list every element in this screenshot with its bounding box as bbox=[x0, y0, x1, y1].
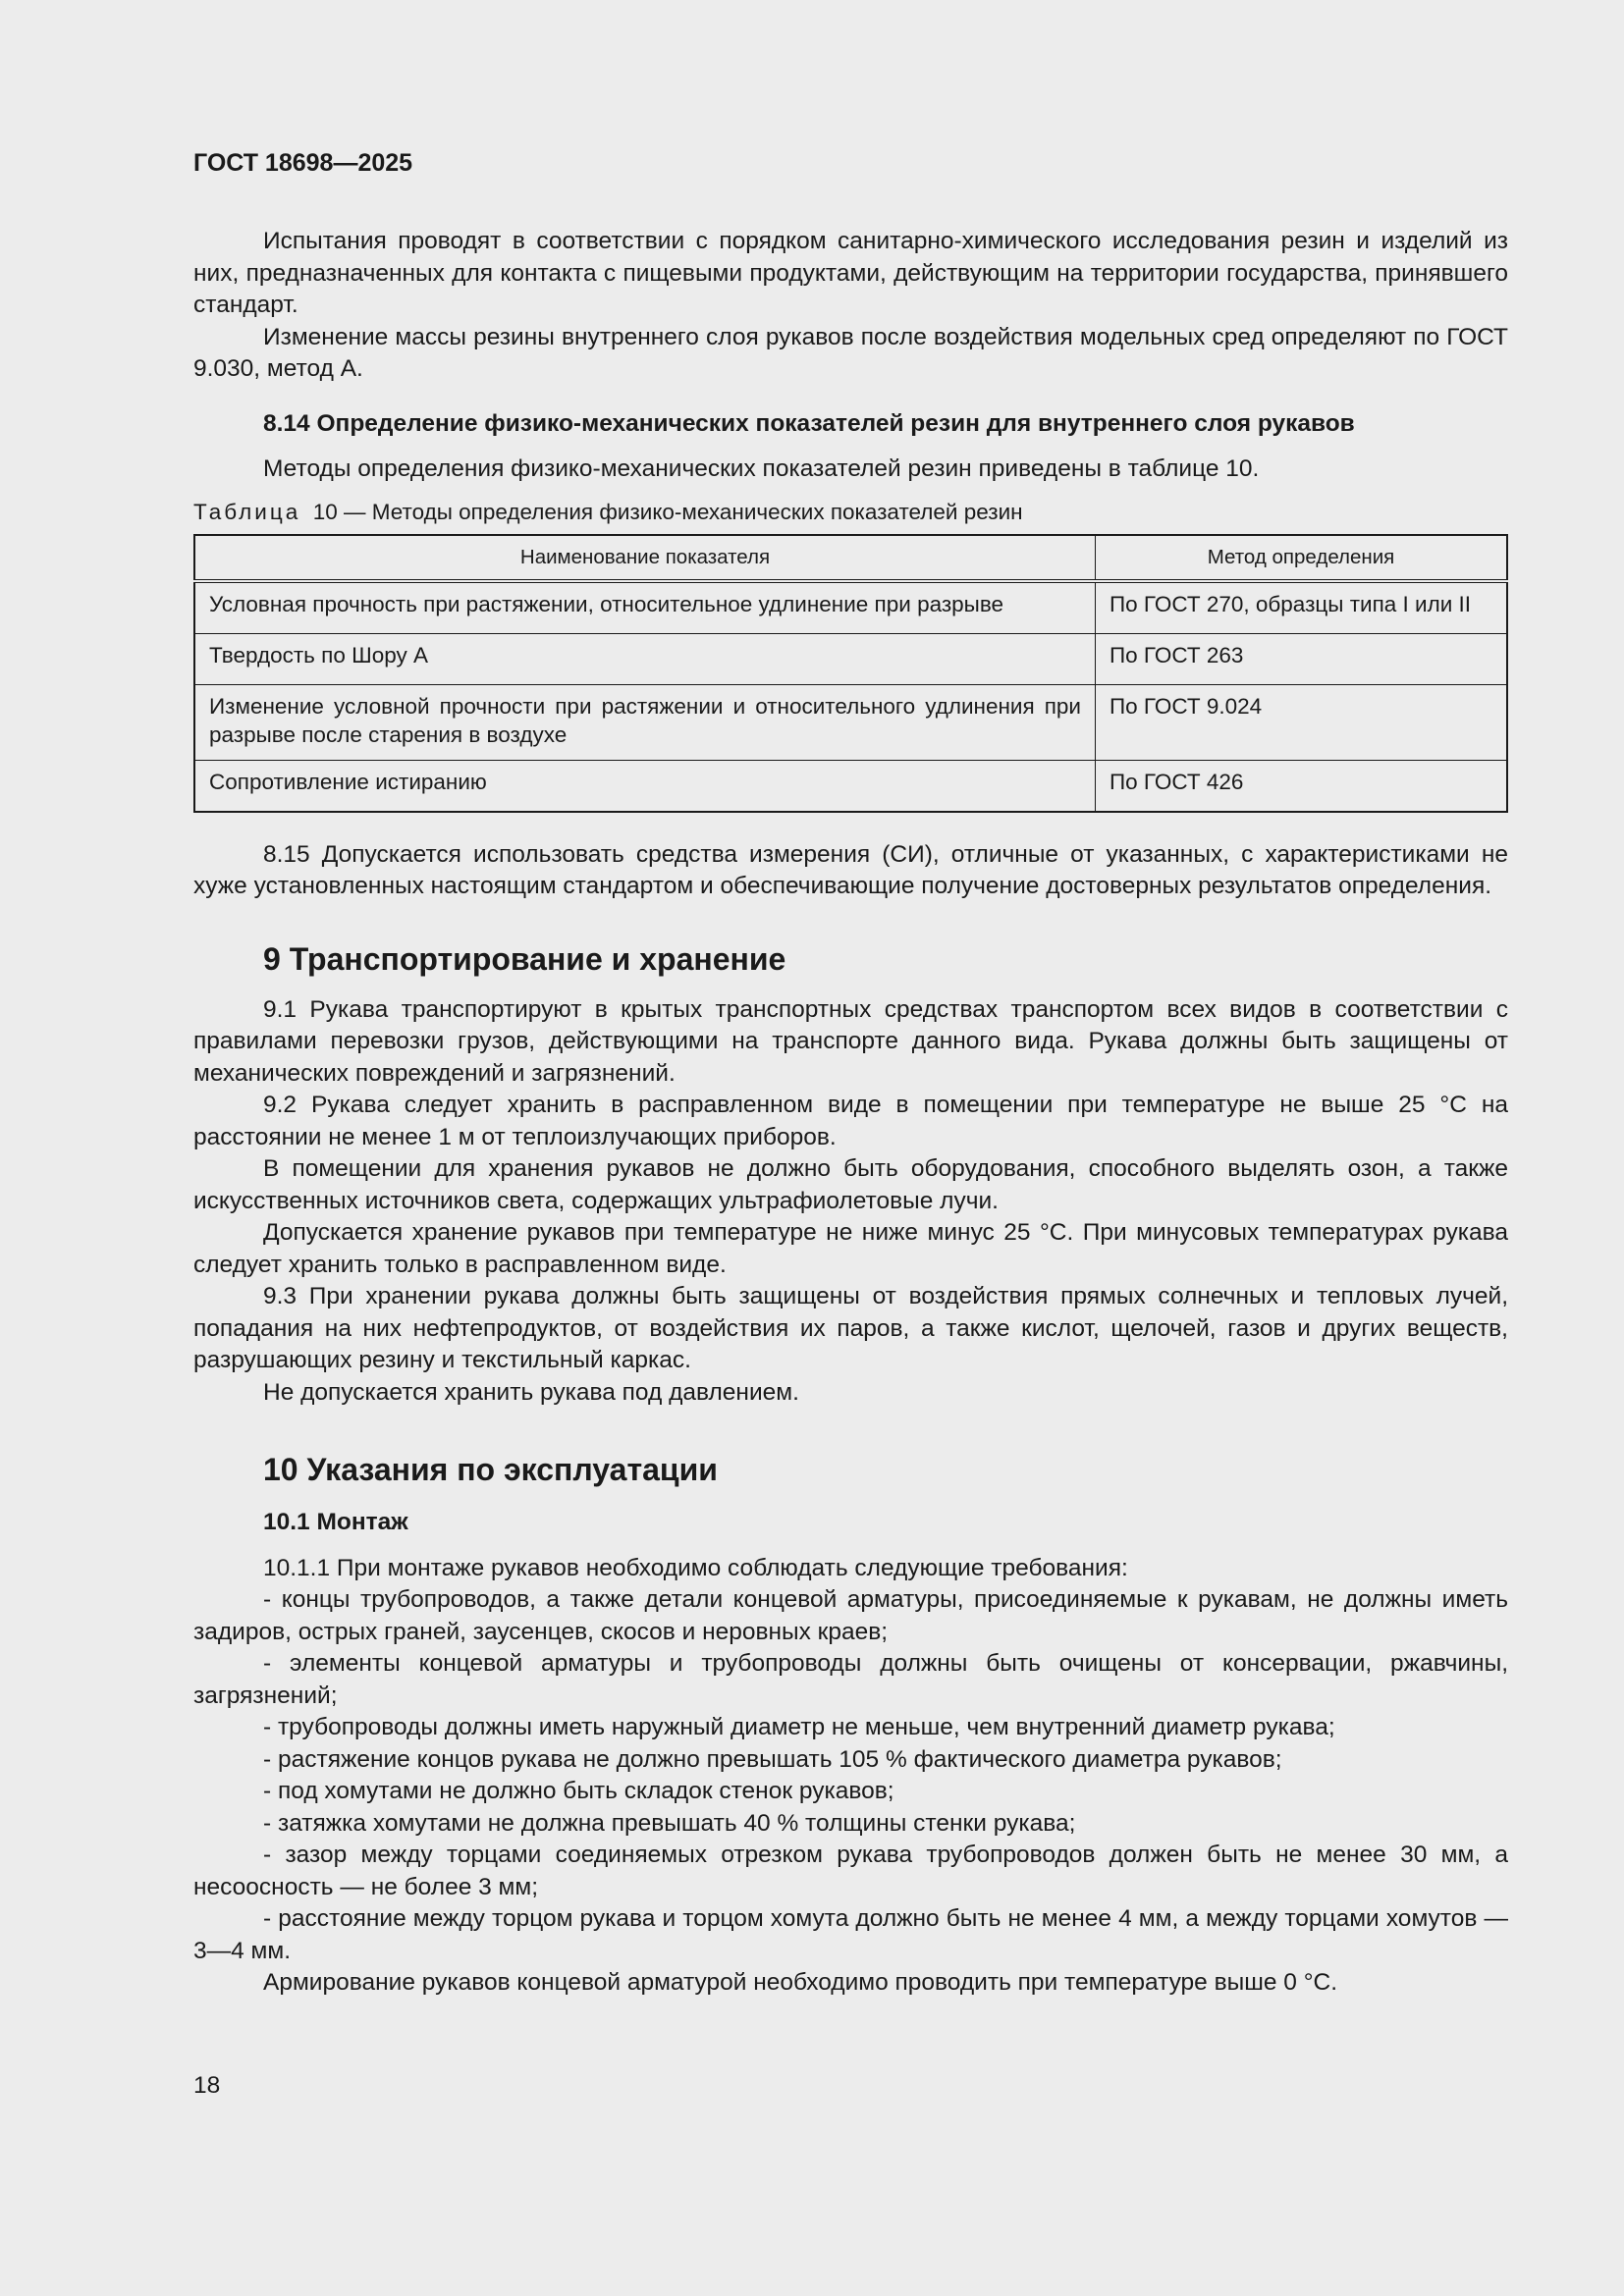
table-header-indicator: Наименование показателя bbox=[194, 535, 1096, 581]
table-caption-word: Таблица bbox=[193, 499, 301, 524]
table-cell: По ГОСТ 9.024 bbox=[1096, 684, 1508, 760]
section-9-2-text-b: В помещении для хранения рукавов не должно быть оборудования, способного выделять озон, а также искусственных источников света, содержащих ультрафиолетовые лучи. bbox=[193, 1155, 1508, 1214]
section-8-14-text: Методы определения физико-механических показателей резин приведены в таблице 10. bbox=[263, 455, 1260, 482]
section-10-heading: 10 Указания по эксплуатации bbox=[263, 1452, 718, 1487]
section-9-heading: 9 Транспортирование и хранение bbox=[263, 940, 786, 977]
table-cell: Условная прочность при растяжении, относительное удлинение при разрыве bbox=[194, 581, 1096, 634]
table-cell: Твердость по Шору А bbox=[194, 633, 1096, 684]
table-cell: По ГОСТ 263 bbox=[1096, 633, 1508, 684]
list-item: - трубопроводы должны иметь наружный диаметр не меньше, чем внутренний диаметр рукава; bbox=[263, 1714, 1335, 1740]
table-row bbox=[194, 684, 1507, 760]
section-9-3-text-b: Не допускается хранить рукава под давлением. bbox=[263, 1378, 799, 1406]
page-content bbox=[193, 0, 1508, 2000]
table-cell: Сопротивление истиранию bbox=[194, 760, 1096, 812]
table-row bbox=[194, 633, 1507, 684]
section-8-14-heading: 8.14 Определение физико-механических показателей резин для внутреннего слоя рукавов bbox=[263, 409, 1355, 437]
table-cell: По ГОСТ 270, образцы типа I или II bbox=[1096, 581, 1508, 634]
table-row bbox=[194, 581, 1507, 634]
list-item: - под хомутами не должно быть складок стенок рукавов; bbox=[263, 1778, 894, 1804]
requirements-list bbox=[193, 1584, 1508, 1967]
section-9-2-text: 9.2 Рукава следует хранить в расправленном виде в помещении при температуре не выше 25 °С на расстоянии не менее 1 м от теплоизлучающих приборов. bbox=[193, 1092, 1508, 1150]
table-cell: Изменение условной прочности при растяжении и относительного удлинения при разрыве после старения в воздухе bbox=[194, 684, 1096, 760]
intro-paragraph-1: Испытания проводят в соответствии с порядком санитарно-химического исследования резин и изделий из них, предназначенных для контакта с пищевыми продуктами, действующим на территории государства, принявшего стандарт. bbox=[193, 228, 1508, 318]
list-item: - растяжение концов рукава не должно превышать 105 % фактического диаметра рукавов; bbox=[263, 1745, 1282, 1773]
table-row bbox=[194, 760, 1507, 812]
section-9-3-text: 9.3 При хранении рукава должны быть защищены от воздействия прямых солнечных и тепловых лучей, попадания на них нефтепродуктов, от воздействия их паров, а также кислот, щелочей, газов и других веществ, разрушающих резину и текстильный каркас. bbox=[193, 1283, 1508, 1373]
table-10-caption bbox=[193, 498, 1508, 527]
table-10 bbox=[193, 534, 1508, 813]
section-8-15-text: 8.15 Допускается использовать средства измерения (СИ), отличные от указанных, с характеристиками не хуже установленных настоящим стандартом и обеспечивающие получение достоверных результатов определения. bbox=[193, 840, 1508, 899]
intro-paragraph-2: Изменение массы резины внутреннего слоя рукавов после воздействия модельных сред определяют по ГОСТ 9.030, метод А. bbox=[193, 323, 1508, 382]
table-cell: По ГОСТ 426 bbox=[1096, 760, 1508, 812]
section-9-1-text: 9.1 Рукава транспортируют в крытых транспортных средствах транспортом всех видов в соответствии с правилами перевозки грузов, действующими на транспорте данного вида. Рукава должны быть защищены от механических повреждений и загрязнений. bbox=[193, 995, 1508, 1087]
section-10-1-1-text: 10.1.1 При монтаже рукавов необходимо соблюдать следующие требования: bbox=[263, 1554, 1128, 1581]
table-caption-text: 10 — Методы определения физико-механических показателей резин bbox=[312, 499, 1023, 524]
list-item: - затяжка хомутами не должна превышать 40 % толщины стенки рукава; bbox=[263, 1809, 1076, 1837]
document-header: ГОСТ 18698—2025 bbox=[193, 149, 413, 177]
list-item: - концы трубопроводов, а также детали концевой арматуры, присоединяемые к рукавам, не должны иметь задиров, острых граней, заусенцев, скосов и неровных краев; bbox=[193, 1586, 1508, 1645]
table-header-row bbox=[194, 535, 1507, 581]
section-10-1-heading: 10.1 Монтаж bbox=[263, 1509, 408, 1535]
section-10-final-text: Армирование рукавов концевой арматурой необходимо проводить при температуре выше 0 °С. bbox=[263, 1969, 1338, 1996]
list-item: - зазор между торцами соединяемых отрезком рукава трубопроводов должен быть не менее 30 мм, а несоосность — не более 3 мм; bbox=[193, 1842, 1508, 1900]
page-number: 18 bbox=[193, 2072, 221, 2099]
list-item: - расстояние между торцом рукава и торцом хомута должно быть не менее 4 мм, а между торцами хомутов — 3—4 мм. bbox=[193, 1905, 1508, 1964]
list-item: - элементы концевой арматуры и трубопроводы должны быть очищены от консервации, ржавчины, загрязнений; bbox=[193, 1650, 1508, 1709]
section-9-2-text-c: Допускается хранение рукавов при температуре не ниже минус 25 °С. При минусовых температурах рукава следует хранить только в расправленном виде. bbox=[193, 1219, 1508, 1278]
table-header-method: Метод определения bbox=[1096, 535, 1508, 581]
